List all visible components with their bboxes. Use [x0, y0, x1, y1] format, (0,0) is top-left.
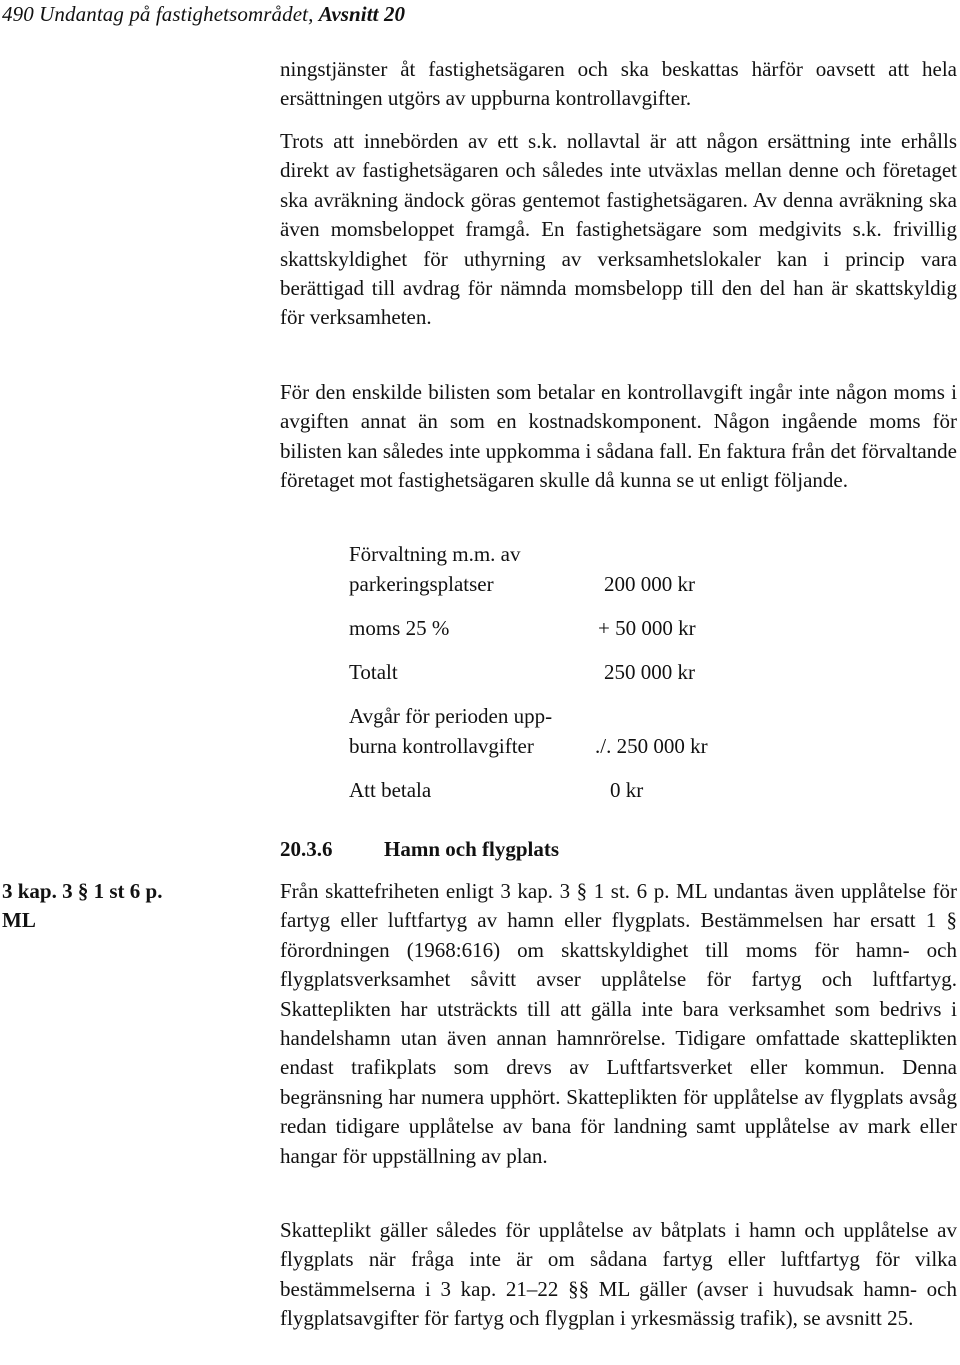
paragraph-hamn-flygplats: Från skattefriheten enligt 3 kap. 3 § 1 st. 6 p. ML undantas även upplåtelse för fartyg eller luftfartyg av hamn eller flygplats. Bestämmelsen har ersatt 1 § förordningen (1968:616) om skattskyldighet till moms för hamn- och flygplatsverksamhet såvitt avser upplåtelse för fartyg och luftfartyg. Skatteplikten har utsträckts till att gälla inte bara verksamhet som bedrivs i handelshamn utan även annan hamnrörelse. Tidigare omfattade skatteplikten endast trafikplats som drevs av Luftfartsverket eller kommun. Denna begränsning har numera upphört. Skatteplikten för upplåtelse av flygplats avsåg redan tidigare upplåtelse av bana för landning samt upplåtelse av mark eller hangar för uppställning av plan. — [280, 879, 957, 1168]
paragraph-bilisten: För den enskilde bilisten som betalar en kontrollavgift ingår inte någon moms i avgiften annat än som en kostnadskomponent. Någon ingående moms för bilisten kan således inte uppkomma i sådana fall. En faktura från det förvaltande företaget mot fastighetsägaren skulle då kunna se ut enligt följande. — [280, 380, 957, 493]
paragraph-continuation: ningstjänster åt fastighetsägaren och ska beskattas härför oavsett att hela ersättningen utgörs av uppburna kontrollavgifter. — [280, 57, 957, 111]
invoice-label: Förvaltning m.m. av — [349, 542, 521, 566]
invoice-label: Avgår för perioden upp- — [349, 704, 553, 728]
section-number: 20.3.6 — [280, 837, 333, 861]
invoice-label: moms 25 % — [349, 616, 450, 640]
invoice-label: burna kontrollavgifter — [349, 734, 534, 758]
paragraph-nollavtal: Trots att innebörden av ett s.k. nollavtal är att någon ersättning inte erhålls direkt av fastighetsägaren och således inte utväxlas mellan denne och företaget ska avräkning ändock göras gentemot fastighetsägaren. Av denna avräkning ska även momsbeloppet framgå. En fastighetsägare som medgivits s.k. frivillig skattskyldighet för uthyrning av verksamhetslokaler kan i princip vara berättigad till avdrag för nämnda momsbelopp till den del han är skattskyldig för verksamheten. — [280, 129, 957, 330]
invoice-amount: + 50 000 kr — [598, 616, 696, 640]
invoice-amount: 200 000 kr — [604, 572, 695, 596]
invoice-amount: 0 kr — [610, 778, 644, 802]
chapter-title: Undantag på fastighetsområdet, — [39, 2, 314, 26]
margin-reference: 3 kap. 3 § 1 st 6 p. ML — [2, 879, 163, 933]
invoice-label: Totalt — [349, 660, 398, 684]
invoice-amount: 250 000 kr — [604, 660, 695, 684]
invoice-label: parkeringsplatser — [349, 572, 494, 596]
section-heading — [280, 835, 559, 864]
page-number: 490 — [2, 2, 34, 26]
paragraph-batplats: Skatteplikt gäller således för upplåtelse av båtplats i hamn och upplåtelse av flygplats när fråga inte är om sådana fartyg eller luftfartyg för vilka bestämmelserna i 3 kap. 21–22 §§ ML gäller (avser i huvudsak hamn- och flygplatsavgifter för fartyg och flygplan i yrkesmässig trafik), se avsnitt 25. — [280, 1218, 957, 1331]
invoice-label: Att betala — [349, 778, 432, 802]
page-header — [2, 2, 405, 27]
invoice-amount: ./. 250 000 kr — [595, 734, 708, 758]
section-title: Hamn och flygplats — [384, 837, 560, 861]
section-label: Avsnitt 20 — [318, 2, 406, 26]
